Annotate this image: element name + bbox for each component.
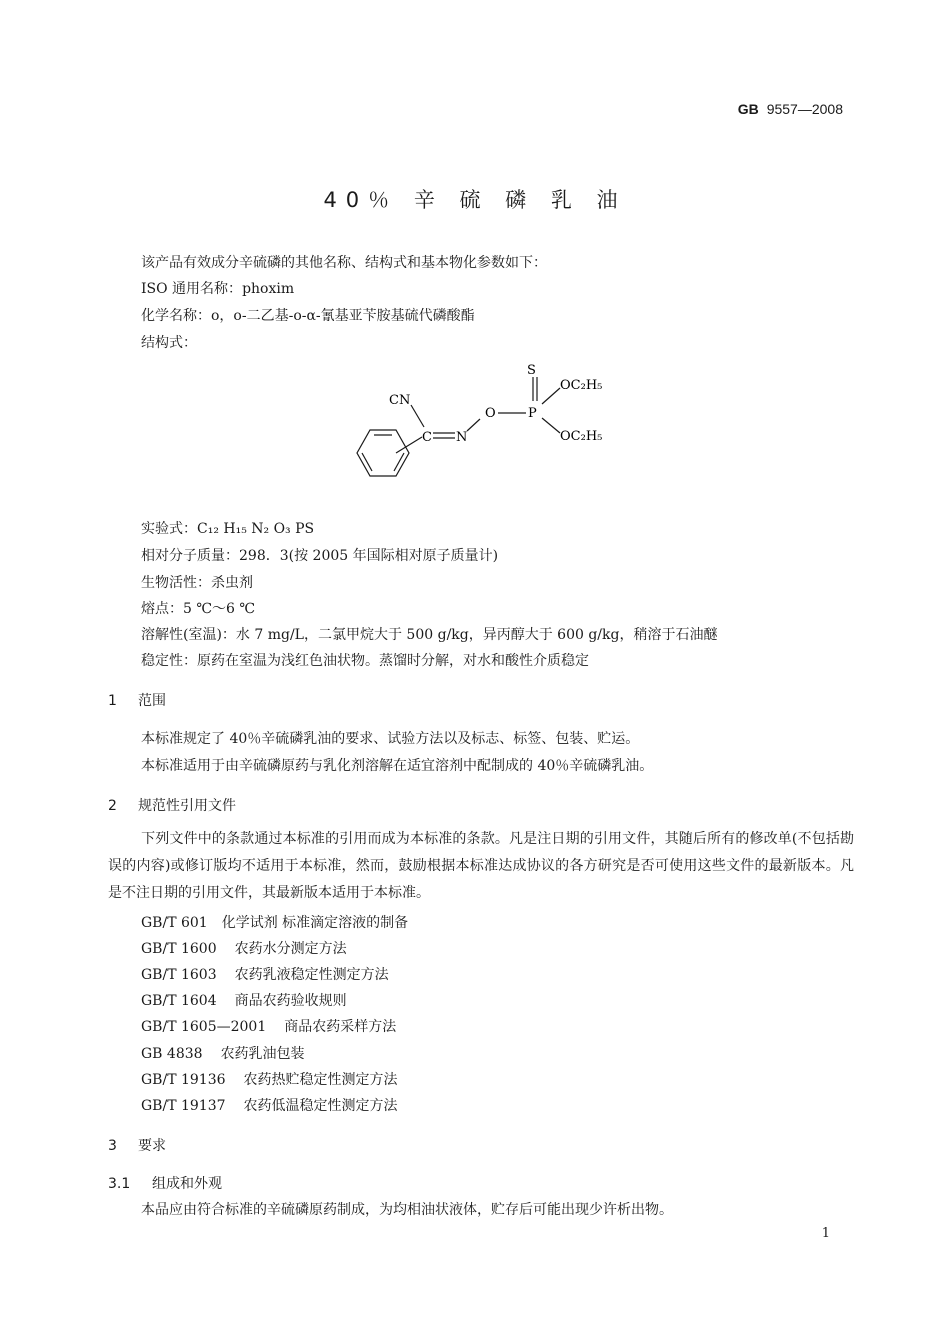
section-3-1-para: 本品应由符合标准的辛硫磷原药制成，为均相油状液体，贮存后可能出现少许析出物。	[141, 1202, 673, 1218]
iso-value: phoxim	[242, 281, 295, 297]
group-oc2h5-top: OC₂H₅	[560, 378, 603, 393]
section-number: 3.1	[108, 1176, 131, 1192]
atom-c: C	[422, 430, 432, 445]
atom-n: N	[456, 430, 468, 445]
section-title: 要求	[138, 1138, 166, 1154]
atom-o: O	[485, 406, 496, 421]
section-3-1-heading	[108, 1173, 222, 1193]
iso-name-line	[141, 278, 294, 298]
ref-title: 农药低温稳定性测定方法	[243, 1098, 398, 1114]
group-oc2h5-bottom: OC₂H₅	[560, 429, 603, 444]
structure-label: 结构式：	[141, 335, 197, 351]
bio-activity-line: 生物活性：杀虫剂	[141, 575, 253, 591]
ref-code: GB 4838	[141, 1046, 203, 1062]
molecular-weight-line: 相对分子质量：298．3(按 2005 年国际相对原子质量计)	[141, 548, 499, 564]
section-1-heading	[108, 690, 166, 710]
ref-item	[141, 938, 347, 958]
ref-item	[141, 990, 347, 1010]
iso-label: ISO 通用名称：	[141, 281, 243, 297]
header-prefix: GB	[737, 101, 759, 117]
section-title: 范围	[138, 693, 166, 709]
benzene-ring	[357, 430, 409, 476]
formula-value: C₁₂ H₁₅ N₂ O₃ PS	[197, 521, 315, 537]
chemical-name-line	[141, 305, 475, 325]
ref-code: GB/T 1604	[141, 993, 217, 1009]
ref-title: 农药热贮稳定性测定方法	[243, 1072, 398, 1088]
ref-code: GB/T 1603	[141, 967, 217, 983]
ref-code: GB/T 1600	[141, 941, 217, 957]
header-number: 9557—2008	[766, 101, 843, 117]
formula-line	[141, 518, 314, 538]
section-number: 1	[108, 693, 117, 709]
stability-line: 稳定性：原药在室温为浅红色油状物。蒸馏时分解，对水和酸性介质稳定	[141, 653, 589, 669]
page-title: 40％ 辛 硫 磷 乳 油	[323, 188, 627, 212]
ref-code: GB/T 19137	[141, 1098, 226, 1114]
ref-code: GB/T 1605—2001	[141, 1019, 267, 1035]
group-cn: CN	[389, 393, 411, 408]
section-1-para-1: 本标准规定了 40％辛硫磷乳油的要求、试验方法以及标志、标签、包装、贮运。	[141, 731, 640, 747]
ref-item	[141, 1069, 398, 1089]
section-title: 组成和外观	[152, 1176, 222, 1192]
ref-code: GB/T 19136	[141, 1072, 226, 1088]
section-2-text: 下列文件中的条款通过本标准的引用而成为本标准的条款。凡是注日期的引用文件，其随后所有的修改单(不包括勘误的内容)或修订版均不适用于本标准，然而，鼓励根据本标准达成协议的各方研究是否可使用这些文件的最新版本。凡是不注日期的引用文件，其最新版本适用于本标准。	[108, 831, 854, 901]
atom-p: P	[528, 406, 537, 421]
section-1-para-2: 本标准适用于由辛硫磷原药与乳化剂溶解在适宜溶剂中配制成的 40％辛硫磷乳油。	[141, 758, 654, 774]
intro-line: 该产品有效成分辛硫磷的其他名称、结构式和基本物化参数如下：	[141, 255, 547, 271]
structural-formula	[320, 355, 620, 495]
atom-s: S	[527, 363, 536, 378]
ref-title: 化学试剂 标准滴定溶液的制备	[221, 915, 409, 931]
chem-label: 化学名称：	[141, 308, 211, 324]
ref-item	[141, 912, 408, 932]
page-number: 1	[821, 1226, 830, 1241]
ref-title: 农药水分测定方法	[234, 941, 347, 957]
ref-item	[141, 1043, 305, 1063]
section-2-heading	[108, 795, 236, 815]
ref-item	[141, 1016, 396, 1036]
section-number: 2	[108, 798, 117, 814]
ref-item	[141, 964, 389, 984]
section-2-para	[108, 826, 854, 907]
ref-title: 农药乳液稳定性测定方法	[234, 967, 389, 983]
ref-title: 商品农药采样方法	[284, 1019, 397, 1035]
ref-code: GB/T 601	[141, 915, 208, 931]
section-3-heading	[108, 1135, 166, 1155]
melting-point-line: 熔点：5 ℃～6 ℃	[141, 601, 256, 617]
ref-title: 商品农药验收规则	[234, 993, 347, 1009]
chem-value: o，o-二乙基-o-α-氰基亚苄胺基硫代磷酸酯	[211, 308, 475, 324]
ref-title: 农药乳油包装	[220, 1046, 305, 1062]
formula-label: 实验式：	[141, 521, 197, 537]
ref-item	[141, 1095, 398, 1115]
section-number: 3	[108, 1138, 117, 1154]
standard-number-header	[738, 101, 843, 117]
section-title: 规范性引用文件	[138, 798, 236, 814]
solubility-line: 溶解性(室温)：水 7 mg/L，二氯甲烷大于 500 g/kg，异丙醇大于 600 g/kg，稍溶于石油醚	[141, 627, 718, 643]
